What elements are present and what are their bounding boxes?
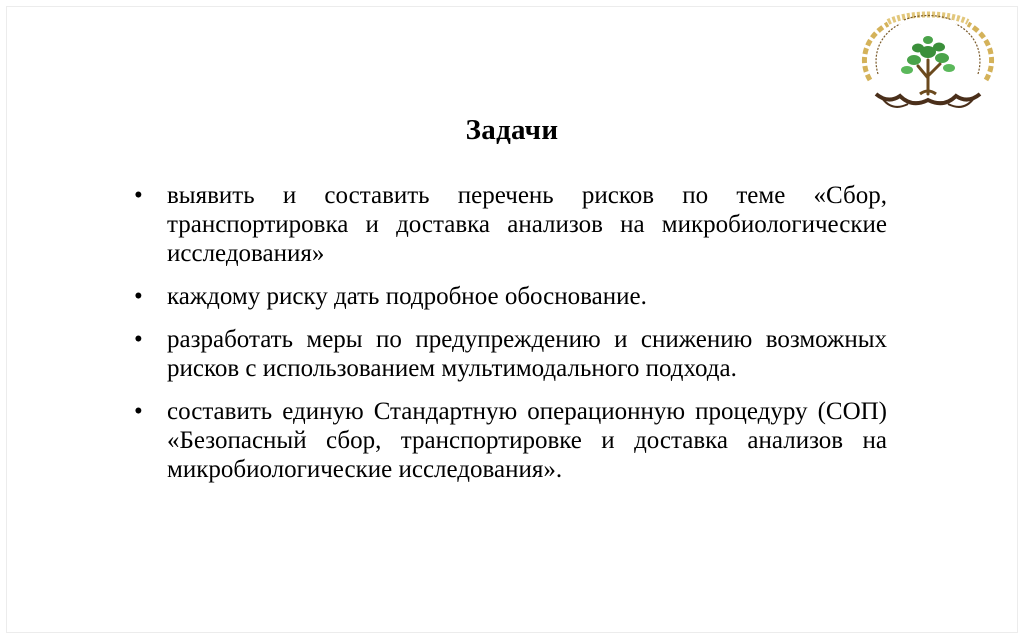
wheat-ring-right-icon [968, 24, 992, 80]
tree-trunk-icon [918, 60, 940, 94]
list-item-text: выявить и составить перечень рисков по теме «Сбор, транспортировка и доставка анализов на микробиологические исследования» [167, 182, 887, 267]
bullet-dot-icon: • [134, 182, 143, 209]
tree-emblem-icon [848, 8, 1008, 118]
slide-title: Задачи [465, 114, 559, 146]
list-item-text: составить единую Стандартную операционную процедуру (СОП) «Безопасный сбор, транспортировке и доставка анализов на микробиологические исследования». [167, 398, 887, 483]
list-item-text: разработать меры по предупреждению и снижению возможных рисков с использованием мультимодального подхода. [167, 326, 887, 382]
task-list [132, 181, 887, 498]
bullet-dot-icon: • [134, 326, 143, 353]
list-item [132, 181, 887, 268]
bullet-dot-icon: • [134, 398, 143, 425]
wheat-ring-left-icon [864, 24, 888, 80]
list-item [132, 282, 887, 311]
bullet-dot-icon: • [134, 283, 143, 310]
list-item [132, 325, 887, 383]
list-item-text: каждому риску дать подробное обоснование. [167, 283, 647, 310]
list-item [132, 397, 887, 484]
